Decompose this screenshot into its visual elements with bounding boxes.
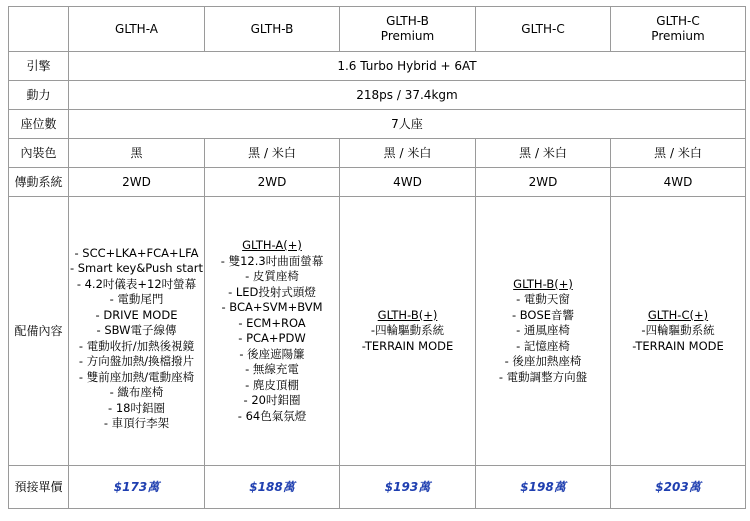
drivetrain-value: 4WD — [611, 168, 746, 197]
feature-item: - 通風座椅 — [516, 323, 570, 338]
drivetrain-row — [9, 168, 746, 197]
price-value: $193萬 — [340, 466, 476, 509]
feature-item: - BOSE音響 — [511, 307, 575, 322]
engine-row — [9, 52, 746, 81]
feature-base-title: GLTH-A(+) — [242, 238, 302, 252]
interior-value: 黑 — [69, 139, 205, 168]
feature-item: - 雙前座加熱/電動座椅 — [78, 369, 195, 384]
feature-item: - 雙12.3吋曲面螢幕 — [220, 253, 324, 268]
feature-item: - BCA+SVM+BVM — [221, 300, 323, 314]
feature-list — [340, 323, 475, 354]
feature-item: - 64色氣氛燈 — [237, 408, 307, 423]
header-row — [9, 7, 746, 52]
feature-item: - 後座加熱座椅 — [504, 354, 582, 369]
feature-item: - 電動調整方向盤 — [498, 369, 588, 384]
features-glth-b-premium — [340, 197, 476, 466]
feature-item: -TERRAIN MODE — [632, 338, 724, 353]
feature-item: - 皮質座椅 — [245, 269, 299, 283]
features-glth-b — [205, 197, 340, 466]
seats-row — [9, 110, 746, 139]
features-glth-a — [69, 197, 205, 466]
feature-item: - 後座遮陽簾 — [239, 346, 305, 361]
features-row — [9, 197, 746, 466]
feature-item: - DRIVE MODE — [95, 307, 178, 322]
drivetrain-value: 2WD — [205, 168, 340, 197]
interior-value: 黑 / 米白 — [476, 139, 611, 168]
features-glth-c — [476, 197, 611, 466]
drivetrain-value: 2WD — [476, 168, 611, 197]
price-value: $198萬 — [476, 466, 611, 509]
seats-value: 7人座 — [69, 110, 746, 139]
interior-value: 黑 / 米白 — [340, 139, 476, 168]
power-value: 218ps / 37.4kgm — [69, 81, 746, 110]
feature-item: - ECM+ROA — [238, 315, 306, 330]
drivetrain-value: 2WD — [69, 168, 205, 197]
feature-item: -TERRAIN MODE — [361, 338, 454, 353]
power-row — [9, 81, 746, 110]
features-glth-c-premium — [611, 197, 746, 466]
header-glth-a: GLTH-A — [69, 7, 205, 52]
feature-item: - 方向盤加熱/換檔撥片 — [78, 354, 195, 368]
feature-list — [69, 231, 204, 432]
feature-item: - 麂皮頂棚 — [245, 377, 299, 392]
feature-item: - LED投射式頭燈 — [228, 284, 316, 299]
interior-row — [9, 139, 746, 168]
feature-item: - 20吋鋁圈 — [243, 393, 301, 407]
power-label: 動力 — [9, 81, 69, 110]
header-glth-c: GLTH-C — [476, 7, 611, 52]
feature-item: - 4.2吋儀表+12吋螢幕 — [76, 276, 197, 291]
feature-item: - 車頂行李架 — [103, 416, 170, 430]
price-value: $203萬 — [611, 466, 746, 509]
interior-value: 黑 / 米白 — [611, 139, 746, 168]
feature-item: -四輪驅動系統 — [641, 323, 715, 338]
engine-label: 引擎 — [9, 52, 69, 81]
interior-label: 內裝色 — [9, 139, 69, 168]
feature-base-title: GLTH-B(+) — [513, 276, 573, 291]
feature-base-title: GLTH-C(+) — [647, 307, 709, 322]
feature-item: - 電動收折/加熱後視鏡 — [78, 338, 195, 353]
drivetrain-label: 傳動系統 — [9, 168, 69, 197]
header-corner — [9, 7, 69, 52]
drivetrain-value: 4WD — [340, 168, 476, 197]
feature-item: - Smart key&Push start — [69, 261, 204, 275]
header-glth-b-premium: GLTH-B Premium — [340, 7, 476, 52]
price-value: $188萬 — [205, 466, 340, 509]
feature-base-title: GLTH-B(+) — [377, 307, 438, 322]
feature-item: - 無線充電 — [245, 362, 299, 376]
feature-list — [205, 254, 339, 425]
feature-item: - 電動尾門 — [109, 292, 164, 306]
feature-item: - PCA+PDW — [238, 331, 306, 345]
interior-value: 黑 / 米白 — [205, 139, 340, 168]
seats-label: 座位數 — [9, 110, 69, 139]
feature-item: -四輪驅動系統 — [370, 323, 445, 338]
price-value: $173萬 — [69, 466, 205, 509]
feature-item: - SBW電子線傳 — [96, 323, 177, 337]
feature-item: - 記憶座椅 — [516, 338, 570, 353]
features-label: 配備內容 — [9, 197, 69, 466]
price-row — [9, 466, 746, 509]
feature-list — [476, 292, 610, 385]
engine-value: 1.6 Turbo Hybrid + 6AT — [69, 52, 746, 81]
feature-item: - 電動天窗 — [516, 292, 570, 307]
feature-item: - 18吋鋁圈 — [108, 400, 165, 415]
header-glth-c-premium: GLTH-C Premium — [611, 7, 746, 52]
spec-table — [8, 6, 746, 509]
header-glth-b: GLTH-B — [205, 7, 340, 52]
feature-item: - 織布座椅 — [109, 385, 164, 399]
price-label: 預接單價 — [9, 466, 69, 509]
feature-item: - SCC+LKA+FCA+LFA — [74, 245, 199, 260]
feature-list — [611, 323, 745, 354]
